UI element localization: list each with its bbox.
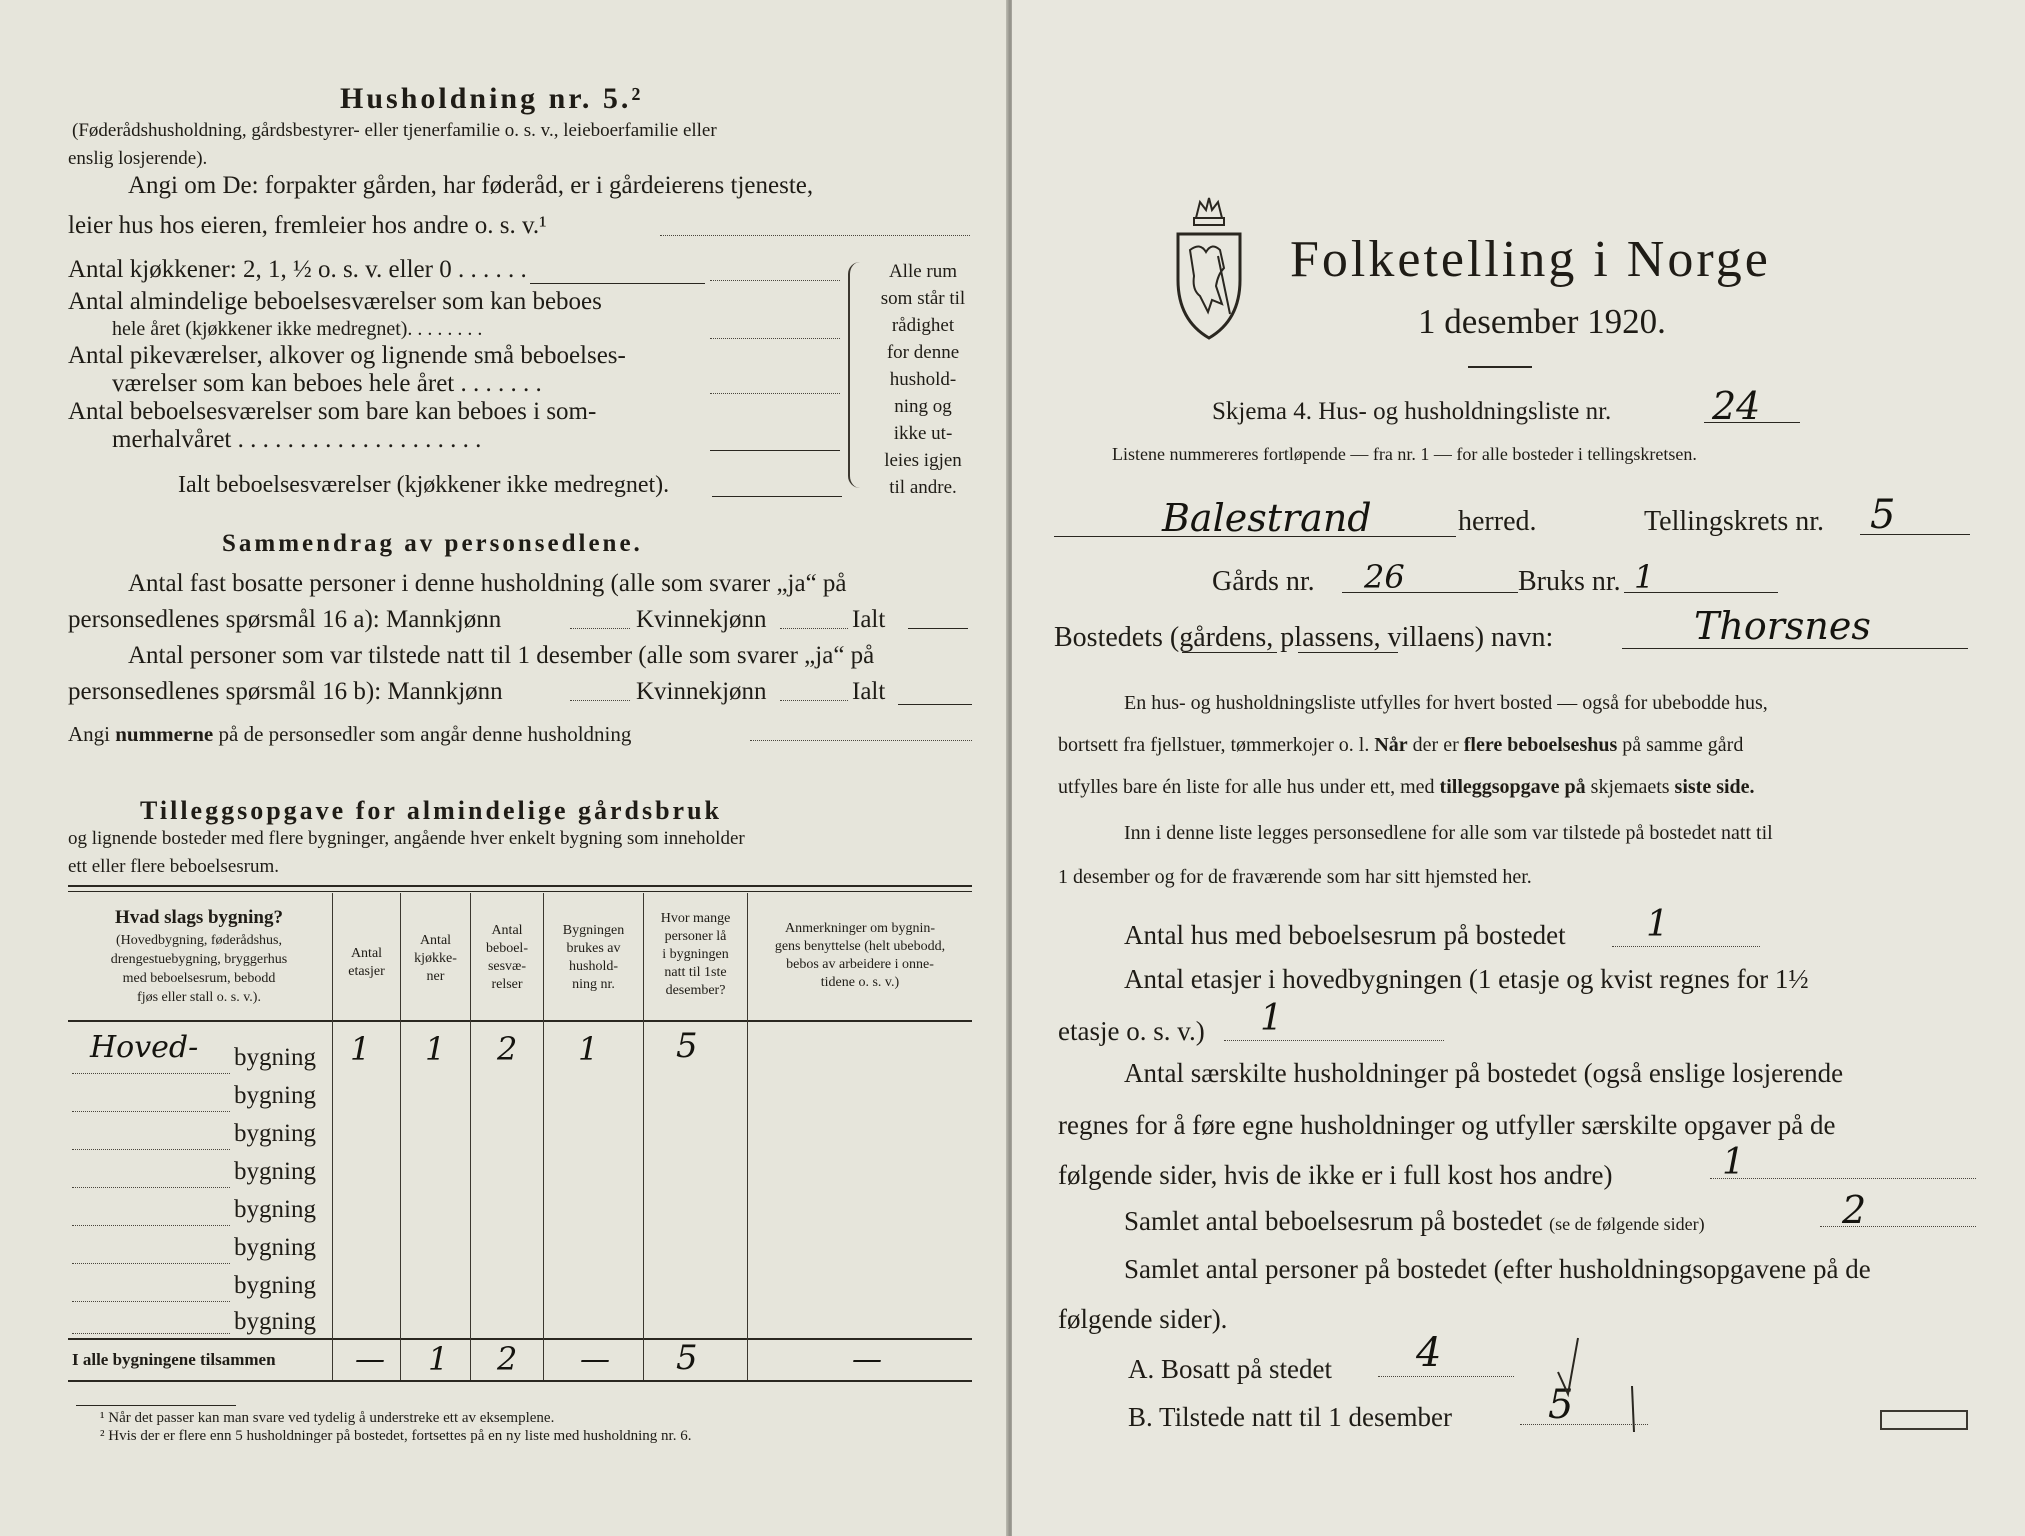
summer-rooms-answer-line[interactable] [710,450,840,451]
col-header-line: brukes av [566,941,621,956]
list-number-line [1704,422,1800,423]
table-top-rule-inner [68,891,972,892]
row-1-building-handwritten[interactable]: Hoved- [90,1030,199,1065]
schema-label: Skjema 4. Hus- og husholdningsliste nr. [1212,398,1612,425]
tellingskrets-handwritten[interactable]: 5 [1870,492,1896,538]
farm-line-1: og lignende bosteder med flere bygninger, angående hver enkelt bygning som inneholder [68,828,745,849]
row-1-rooms[interactable]: 2 [497,1030,518,1068]
tellingskrets-line [1860,534,1970,535]
total-household-nr[interactable]: — [580,1342,610,1377]
floors-handwritten[interactable]: 1 [1260,998,1283,1039]
col-header-line: desember? [665,983,726,998]
resident-label: A. Bosatt på stedet [1128,1354,1332,1384]
resident-handwritten[interactable]: 4 [1416,1330,1442,1376]
row-4-label: bygning [234,1158,316,1185]
kitchens-underline [530,283,705,284]
col-header-line: personer lå [664,929,727,944]
resident-line [1378,1376,1514,1377]
total-rooms[interactable]: 2 [497,1340,518,1378]
plassens-underline [1298,652,1398,653]
households-label-2: regnes for å føre egne husholdninger og utfyller særskilte opgaver på de [1058,1110,1836,1140]
herred-handwritten[interactable]: Balestrand [1162,496,1372,540]
table-bottom-rule [68,1380,972,1382]
rooms-total-label: Samlet antal beboelsesrum på bostedet (se de følgende sider) [1124,1206,1705,1236]
present-women-label: Kvinnekjønn [636,678,767,705]
footnote-1: ¹ Når det passer kan man svare ved tydelig å understreke ett av eksemplene. [100,1410,555,1426]
side-note-line: hushold- [889,369,957,390]
para2-line-2: 1 desember og for de fraværende som har sitt hjemsted her. [1058,866,1532,888]
present-total-line[interactable] [898,704,972,705]
row-4-dotline [72,1187,230,1188]
present-total-label: Ialt [852,678,886,705]
present-handwritten[interactable]: 5 [1548,1382,1574,1428]
col-header-line: gens benyttelse (helt ubebodd, [774,939,946,954]
title-short-rule [1468,366,1532,368]
floors-label-1: Antal etasjer i hovedbygningen (1 etasje og kvist regnes for 1½ [1124,964,1809,994]
rooms-label-1: Antal almindelige beboelsesværelser som kan beboes [68,288,602,315]
side-note-line: som står til [880,288,966,309]
farm-line-2: ett eller flere beboelsesrum. [68,856,280,877]
printer-stamp [1880,1410,1968,1430]
total-kitchens[interactable]: 1 [428,1340,449,1378]
col-header-line: Antal [491,923,523,938]
table-top-rule [68,885,972,887]
side-note [868,258,978,501]
rooms-answer-line[interactable] [710,338,840,339]
side-note-line: Alle rum [888,261,958,282]
resident-total-line[interactable] [908,628,968,629]
col-header-line: Hvor mange [660,911,731,926]
col-header-line: relser [491,977,523,992]
row-5-dotline [72,1225,230,1226]
coat-of-arms-icon [1168,196,1250,344]
houses-line [1612,946,1760,947]
present-women-line[interactable] [780,700,848,701]
col-header-line: Antal [419,933,452,948]
para1-line-2: bortsett fra fjellstuer, tømmerkojer o. l. Når der er flere beboelseshus på samme gård [1058,734,1744,756]
row-3-label: bygning [234,1120,316,1147]
rooms-label-2: hele året (kjøkkener ikke medregnet). . . . . . . . [112,318,483,340]
col-header-floors [333,945,400,981]
total-floors[interactable]: — [355,1342,385,1377]
angi-nummer-line: Angi nummerne på de personsedler som angår denne husholdning [68,722,632,746]
col-header-building-type [68,905,330,1007]
row-1-kitchens[interactable]: 1 [425,1030,446,1068]
col-header-line: tidene o. s. v.) [820,975,900,990]
small-rooms-answer-line[interactable] [710,393,840,394]
list-number-handwritten[interactable]: 24 [1712,384,1761,428]
row-7-dotline [72,1301,230,1302]
row-1-label: bygning [234,1044,316,1071]
side-note-line: ning og [894,396,952,417]
row-8-label: bygning [234,1308,316,1335]
para1-line-1: En hus- og husholdningsliste utfylles for hvert bosted — også for ubebodde hus, [1124,692,1768,714]
table-header-rule [68,1020,972,1022]
persons-label-2: følgende sider). [1058,1304,1228,1334]
intro-line-1: (Føderådshusholdning, gårdsbestyrer- eller tjenerfamilie o. s. v., leieboerfamilie eller [72,120,717,141]
households-label-3: følgende sider, hvis de ikke er i full kost hos andre) [1058,1160,1613,1190]
footnote-rule [76,1405,236,1406]
para1-line-3: utfylles bare én liste for alle hus under ett, med tilleggsopgave på skjemaets siste side. [1058,776,1755,798]
col-header-line: kjøkke- [414,951,457,966]
side-note-line: leies igjen [884,450,962,471]
row-6-label: bygning [234,1234,316,1261]
col-header-line: (Hovedbygning, føderådshus, [115,933,283,948]
gards-label: Gårds nr. [1212,566,1315,597]
col-header-line: fjøs eller stall o. s. v.). [137,990,261,1005]
herred-line [1054,536,1456,537]
bruks-line [1624,592,1778,593]
houses-handwritten[interactable]: 1 [1646,904,1669,945]
summary-line-3: Antal personer som var tilstede natt til 1 desember (alle som svarer „ja“ på [128,642,875,669]
col-header-household-nr [544,922,643,994]
present-label: B. Tilstede natt til 1 desember [1128,1402,1452,1432]
side-note-brace [848,262,870,488]
households-line [1710,1178,1976,1179]
resident-women-label: Kvinnekjønn [636,606,767,633]
angi-line-2: leier hus hos eieren, fremleier hos andre o. s. v.¹ [68,212,547,239]
bosted-line [1622,648,1968,649]
gards-line [1342,592,1518,593]
col-header-line: Bygningen [562,923,625,938]
side-note-line: for denne [886,342,960,363]
row-3-dotline [72,1149,230,1150]
total-rooms-answer-line[interactable] [712,496,842,497]
total-persons[interactable]: 5 [676,1338,698,1378]
tellingskrets-label: Tellingskrets nr. [1644,506,1825,537]
para2-line-1: Inn i denne liste legges personsedlene for alle som var tilstede på bostedet natt til [1124,822,1773,844]
col-header-rooms [471,922,543,994]
resident-men-line[interactable] [570,628,630,629]
col-header-line: sesvæ- [487,959,527,974]
col-header-kitchens [401,932,470,986]
col-header-line: bebos av arbeidere i onne- [786,957,934,972]
row-2-label: bygning [234,1082,316,1109]
total-row-label: I alle bygningene tilsammen [72,1350,276,1369]
col-header-line: drengestuebygning, bryggerhus [110,952,288,967]
farm-title: Tilleggsopgave for almindelige gårdsbruk [140,796,723,825]
side-note-line: ikke ut- [893,423,953,444]
angi-line-1: Angi om De: forpakter gården, har føderåd, er i gårdeierens tjeneste, [128,172,814,199]
resident-women-line[interactable] [780,628,848,629]
kitchens-answer-line[interactable] [710,280,840,281]
floors-label-2: etasje o. s. v.) [1058,1016,1205,1046]
row-7-label: bygning [234,1272,316,1299]
checkmark-icon [1552,1302,1672,1432]
summer-rooms-label-1: Antal beboelsesværelser som bare kan beboes i som- [68,398,597,425]
gards-handwritten[interactable]: 26 [1364,558,1405,596]
row-1-floors[interactable]: 1 [350,1030,371,1068]
bosted-name-handwritten[interactable]: Thorsnes [1694,604,1871,648]
summary-line-1: Antal fast bosatte personer i denne husholdning (alle som svarer „ja“ på [128,570,847,597]
summary-title: Sammendrag av personsedlene. [222,530,643,557]
left-page [0,0,1010,1536]
row-2-dotline [72,1111,230,1112]
col-header-line: Anmerkninger om bygnin- [784,921,936,936]
present-men-line[interactable] [570,700,630,701]
households-label-1: Antal særskilte husholdninger på bostedet (også enslige losjerende [1124,1058,1844,1088]
row-6-dotline [72,1263,230,1264]
total-rooms-label: Ialt beboelsesværelser (kjøkkener ikke medregnet). [178,472,670,498]
col-header-line: etasjer [348,964,385,979]
herred-label: herred. [1458,506,1537,537]
side-note-line: rådighet [891,315,955,336]
angi-answer-line [660,235,970,236]
census-title: Folketelling i Norge [1290,231,1771,288]
row-1-persons[interactable]: 5 [676,1026,698,1066]
col-header-persons [644,910,747,1000]
right-page [1012,0,2025,1536]
intro-line-2: enslig losjerende). [68,148,208,169]
gardens-underline [1182,652,1277,653]
floors-line [1224,1040,1444,1041]
summer-rooms-label-2: merhalvåret . . . . . . . . . . . . . . . . . . . . [112,426,482,453]
kitchens-label: Antal kjøkkener: 2, 1, ½ o. s. v. eller 0 . . . . . . [68,256,527,283]
col-header-line: Antal [350,946,383,961]
col-header-line: med beboelsesrum, bebodd [122,971,276,986]
row-5-label: bygning [234,1196,316,1223]
col-header-line: i bygningen [662,947,729,962]
resident-total-label: Ialt [852,606,886,633]
angi-nummer-answer-line[interactable] [750,740,972,741]
rooms-total-handwritten[interactable]: 2 [1842,1188,1867,1232]
col-header-line: beboel- [486,941,528,956]
footnote-2: ² Hvis der er flere enn 5 husholdninger på bostedet, fortsettes på en ny liste med husholdning nr. 6. [100,1428,692,1444]
summary-line-4: personsedlenes spørsmål 16 b): Mannkjønn [68,678,503,705]
census-date: 1 desember 1920. [1418,302,1666,341]
col-header-line: hushold- [569,959,618,974]
summary-line-2: personsedlenes spørsmål 16 a): Mannkjønn [68,606,502,633]
total-remarks[interactable]: — [852,1342,882,1377]
bosted-label: Bostedets (gårdens, plassens, villaens) navn: [1054,622,1554,653]
persons-label-1: Samlet antal personer på bostedet (efter husholdningsopgavene på de [1124,1254,1871,1284]
bruks-label: Bruks nr. [1518,566,1621,597]
small-rooms-label-2: værelser som kan beboes hele året . . . . . . . [112,370,542,397]
col-header-title: Hvad slags bygning? [115,907,283,928]
row-1-household-nr[interactable]: 1 [578,1030,599,1068]
col-header-line: natt til 1ste [664,965,727,980]
numbering-note: Listene nummereres fortløpende — fra nr. 1 — for alle bosteder i tellingskretsen. [1112,444,1697,464]
row-8-dotline [72,1333,230,1334]
rooms-total-line [1820,1226,1976,1227]
side-note-line: til andre. [889,477,957,498]
household-title: Husholdning nr. 5.² [340,82,644,115]
col-header-remarks [748,920,972,992]
houses-label: Antal hus med beboelsesrum på bostedet [1124,920,1566,950]
table-total-rule [68,1338,972,1340]
small-rooms-label-1: Antal pikeværelser, alkover og lignende små beboelses- [68,342,626,369]
households-handwritten[interactable]: 1 [1722,1142,1745,1183]
col-header-line: ning nr. [572,977,615,992]
col-header-line: ner [426,969,445,984]
bruks-handwritten[interactable]: 1 [1634,558,1655,596]
row-1-dotline [72,1073,230,1074]
